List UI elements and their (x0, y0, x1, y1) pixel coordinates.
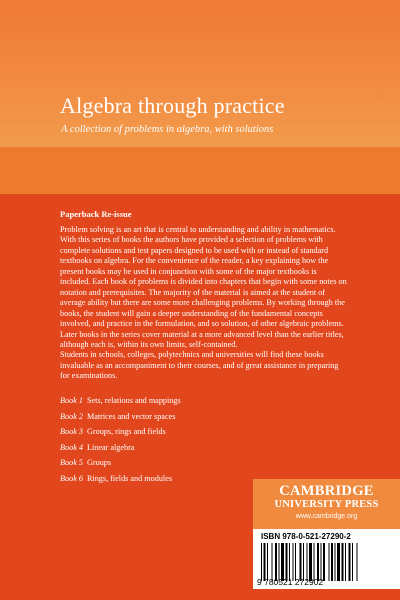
blurb-paragraph: Problem solving is an art that is central to understanding and ability in mathematics. With this series of books the authors have provided a selection of problems with complete solutions and test papers designed to be used with or instead of standard textbooks on algebra. For the convenience of the reader, a key explaining how the present books may be used in conjunction with some of the major textbooks is included. Each book of problems is divided into chapters that begin with some notes on notation and prerequisites. The majority of the material is aimed at the student of average ability but there are some more challenging problems. By working through the books, the student will gain a deeper understanding of the fundamental concepts involved, and practice in the formulation, and so solution, of other algebraic problems. Later books in the series cover material at a more advanced level than the earlier titles, although each is, within its own limits, self-contained. (60, 225, 347, 349)
book-number: Book 6 (60, 473, 83, 483)
book-subtitle: A collection of problems in algebra, with solutions (61, 124, 274, 135)
series-book-item (60, 427, 181, 443)
book-name: Rings, fields and modules (86, 473, 173, 483)
book-name: Groups, rings and fields (86, 427, 166, 437)
book-name: Linear algebra (86, 442, 135, 452)
book-number: Book 3 (60, 427, 83, 437)
book-name: Matrices and vector spaces (86, 411, 176, 421)
isbn-label: ISBN 978-0-521-27290-2 (261, 532, 351, 541)
book-number: Book 2 (60, 411, 83, 421)
series-book-item (60, 412, 181, 428)
book-name: Sets, relations and mappings (86, 396, 181, 405)
barcode-icon (261, 543, 392, 581)
series-book-item (60, 458, 181, 474)
book-title: Algebra through practice (60, 93, 285, 118)
publisher-name: CAMBRIDGE (279, 483, 374, 499)
publisher-imprint (253, 479, 400, 529)
publisher-name-line2: UNIVERSITY PRESS (274, 499, 379, 510)
accent-band (0, 147, 400, 194)
blurb-paragraph: Students in schools, colleges, polytechnics and universities will find these books invaluable as an accompaniment to their courses, and of great assistance in preparing for examinations. (60, 350, 339, 381)
series-book-item (60, 396, 181, 412)
series-book-list (60, 396, 181, 490)
book-number: Book 4 (60, 442, 83, 452)
series-book-item (60, 474, 181, 490)
publisher-url: www.cambridge.org (295, 513, 358, 520)
barcode-digits: 9 780521 272902 (257, 577, 324, 587)
reissue-label: Paperback Re-issue (60, 209, 132, 219)
barcode-panel (253, 529, 400, 589)
book-name: Groups (86, 458, 112, 468)
book-number: Book 5 (60, 458, 83, 468)
book-number: Book 1 (60, 396, 83, 405)
blurb (60, 225, 348, 382)
series-book-item (60, 443, 181, 459)
